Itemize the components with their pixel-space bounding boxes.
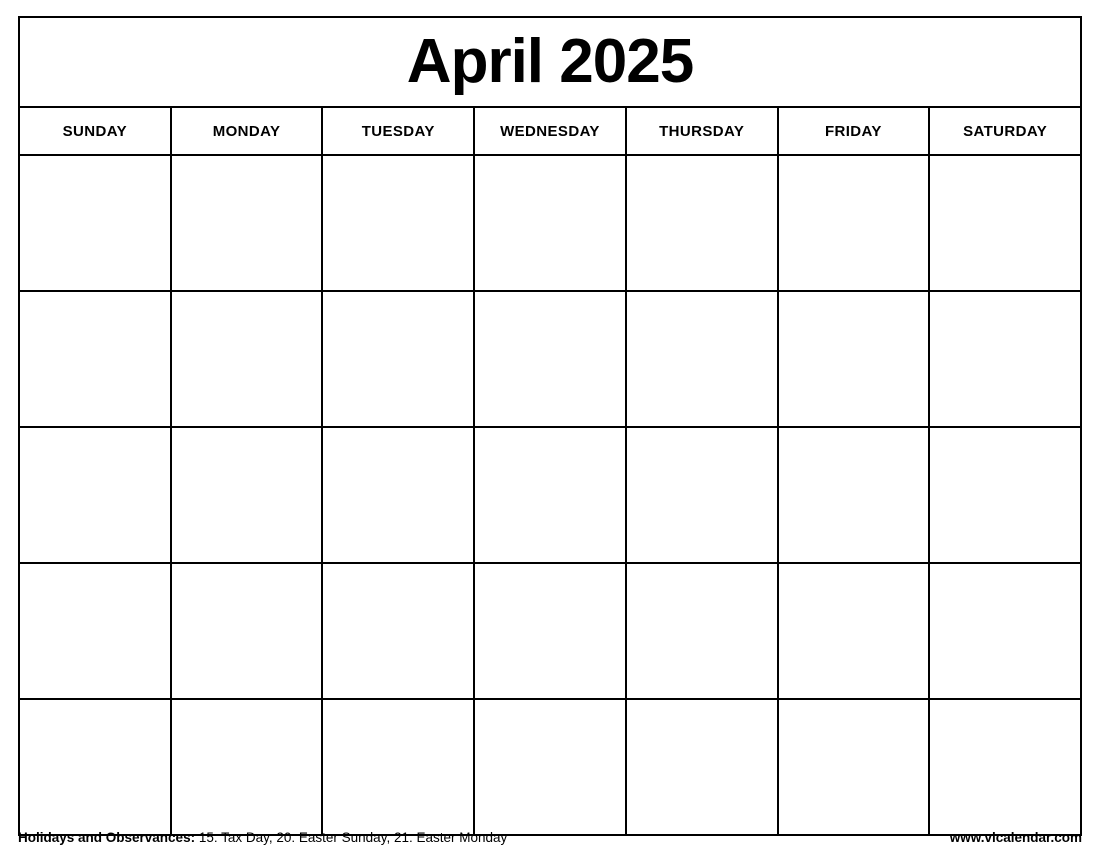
day-cell[interactable] <box>171 155 323 291</box>
calendar-title-row <box>19 17 1081 107</box>
weekday-header-tuesday: TUESDAY <box>322 107 474 155</box>
day-cell[interactable] <box>171 427 323 563</box>
day-cell[interactable] <box>778 427 930 563</box>
day-cell[interactable] <box>929 563 1081 699</box>
weekday-header-sunday: SUNDAY <box>19 107 171 155</box>
day-cell[interactable] <box>474 563 626 699</box>
day-cell[interactable] <box>474 155 626 291</box>
day-cell[interactable] <box>929 155 1081 291</box>
weekday-header-thursday: THURSDAY <box>626 107 778 155</box>
weekday-header-monday: MONDAY <box>171 107 323 155</box>
day-cell[interactable] <box>171 563 323 699</box>
day-cell[interactable] <box>474 699 626 835</box>
day-cell[interactable] <box>19 699 171 835</box>
page-title: April 2025 <box>406 27 694 96</box>
day-cell[interactable] <box>19 427 171 563</box>
day-cell[interactable] <box>322 699 474 835</box>
calendar-week-row <box>19 563 1081 699</box>
day-cell[interactable] <box>626 563 778 699</box>
weekday-header-row <box>19 107 1081 155</box>
weekday-header-saturday: SATURDAY <box>929 107 1081 155</box>
website-link[interactable]: www.vlcalendar.com <box>949 830 1082 845</box>
day-cell[interactable] <box>929 699 1081 835</box>
calendar-title-cell <box>19 17 1081 107</box>
calendar-week-row <box>19 699 1081 835</box>
day-cell[interactable] <box>929 291 1081 427</box>
calendar-week-row <box>19 155 1081 291</box>
day-cell[interactable] <box>19 291 171 427</box>
monthly-calendar <box>18 16 1082 836</box>
day-cell[interactable] <box>322 427 474 563</box>
weekday-header-wednesday: WEDNESDAY <box>474 107 626 155</box>
calendar-week-row <box>19 291 1081 427</box>
day-cell[interactable] <box>474 427 626 563</box>
day-cell[interactable] <box>626 427 778 563</box>
holidays-list: 15: Tax Day, 20: Easter Sunday, 21: Easter Monday <box>195 830 508 845</box>
day-cell[interactable] <box>626 699 778 835</box>
day-cell[interactable] <box>778 699 930 835</box>
day-cell[interactable] <box>778 563 930 699</box>
holidays-note <box>18 830 507 845</box>
day-cell[interactable] <box>778 291 930 427</box>
calendar-week-row <box>19 427 1081 563</box>
day-cell[interactable] <box>171 699 323 835</box>
weekday-header-friday: FRIDAY <box>778 107 930 155</box>
day-cell[interactable] <box>171 291 323 427</box>
day-cell[interactable] <box>474 291 626 427</box>
day-cell[interactable] <box>626 291 778 427</box>
day-cell[interactable] <box>322 563 474 699</box>
day-cell[interactable] <box>19 563 171 699</box>
day-cell[interactable] <box>626 155 778 291</box>
day-cell[interactable] <box>322 155 474 291</box>
day-cell[interactable] <box>322 291 474 427</box>
day-cell[interactable] <box>19 155 171 291</box>
day-cell[interactable] <box>778 155 930 291</box>
day-cell[interactable] <box>929 427 1081 563</box>
calendar-footer <box>18 830 1082 845</box>
holidays-label: Holidays and Observances: <box>18 830 196 845</box>
